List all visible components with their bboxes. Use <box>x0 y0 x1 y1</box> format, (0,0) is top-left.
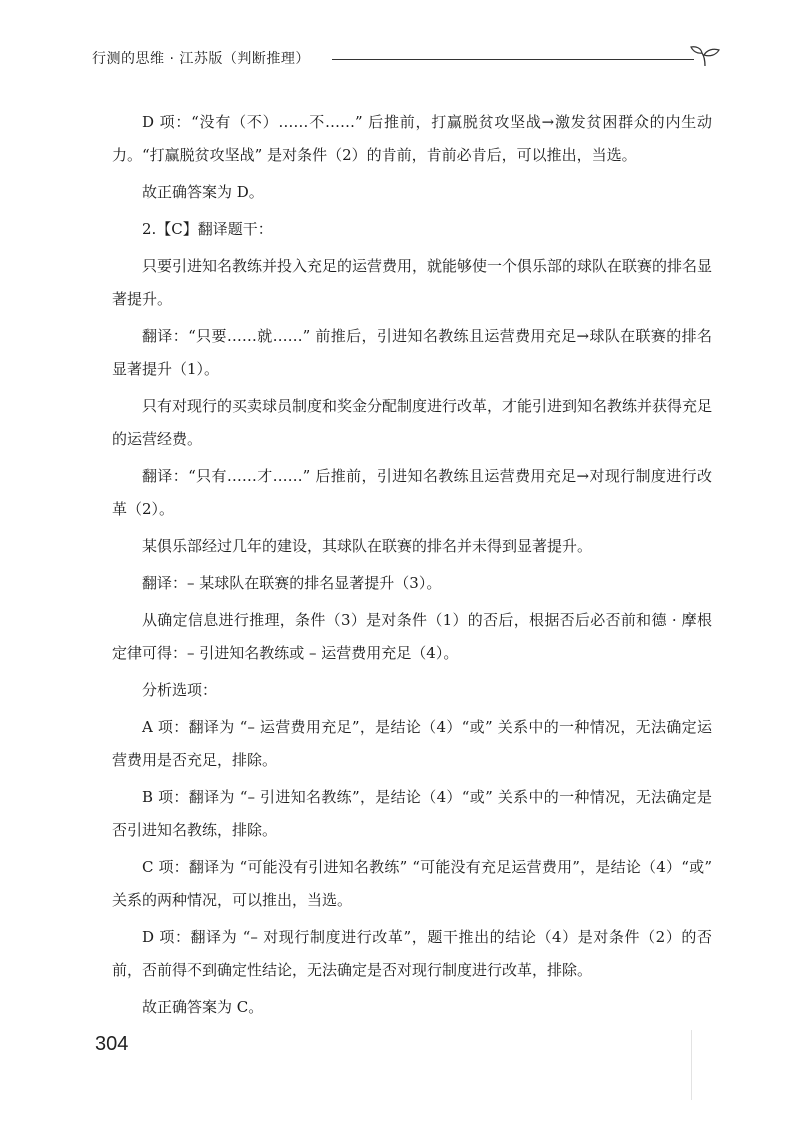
scan-edge-line <box>691 1030 692 1100</box>
paragraph: D 项：翻译为 “– 对现行制度进行改革”，题干推出的结论（4）是对条件（2）的否前，否前得不到确定性结论，无法确定是否对现行制度进行改革，排除。 <box>112 928 712 979</box>
paragraph: C 项：翻译为 “可能没有引进知名教练” “可能没有充足运营费用”，是结论（4）“或” 关系的两种情况，可以推出，当选。 <box>112 858 712 909</box>
paragraph: D 项：“没有（不）……不……” 后推前，打赢脱贫攻坚战→激发贫困群众的内生动力。“打赢脱贫攻坚战” 是对条件（2）的肯前，肯前必肯后，可以推出，当选。 <box>112 113 712 164</box>
paragraph: 从确定信息进行推理，条件（3）是对条件（1）的否后，根据否后必否前和德 · 摩根定律可得：– 引进知名教练或 – 运营费用充足（4）。 <box>112 611 712 662</box>
sprout-icon <box>688 44 722 68</box>
paragraph: 翻译：“只要……就……” 前推后，引进知名教练且运营费用充足→球队在联赛的排名显著提升（1）。 <box>112 327 712 378</box>
header-title: 行测的思维 · 江苏版（判断推理） <box>92 51 310 67</box>
paragraph: 某俱乐部经过几年的建设，其球队在联赛的排名并未得到显著提升。 <box>142 537 593 555</box>
page-number: 304 <box>95 1033 129 1055</box>
paragraph: 翻译：– 某球队在联赛的排名显著提升（3）。 <box>142 574 442 592</box>
paragraph: A 项：翻译为 “– 运营费用充足”，是结论（4）“或” 关系中的一种情况，无法确定运营费用是否充足，排除。 <box>112 718 712 769</box>
question-heading: 2.【C】翻译题干： <box>142 220 273 238</box>
paragraph: 只要引进知名教练并投入充足的运营费用，就能够使一个俱乐部的球队在联赛的排名显著提升。 <box>112 257 713 308</box>
paragraph: 故正确答案为 C。 <box>142 998 264 1016</box>
paragraph: 只有对现行的买卖球员制度和奖金分配制度进行改革，才能引进到知名教练并获得充足的运营经费。 <box>112 397 713 448</box>
body-text <box>112 106 712 1024</box>
paragraph: 故正确答案为 D。 <box>142 183 264 201</box>
paragraph: 翻译：“只有……才……” 后推前，引进知名教练且运营费用充足→对现行制度进行改革（2）。 <box>112 467 712 518</box>
running-header <box>92 44 722 74</box>
paragraph: B 项：翻译为 “– 引进知名教练”，是结论（4）“或” 关系中的一种情况，无法确定是否引进知名教练，排除。 <box>112 788 712 839</box>
paragraph: 分析选项： <box>142 681 218 699</box>
header-rule <box>332 59 694 60</box>
